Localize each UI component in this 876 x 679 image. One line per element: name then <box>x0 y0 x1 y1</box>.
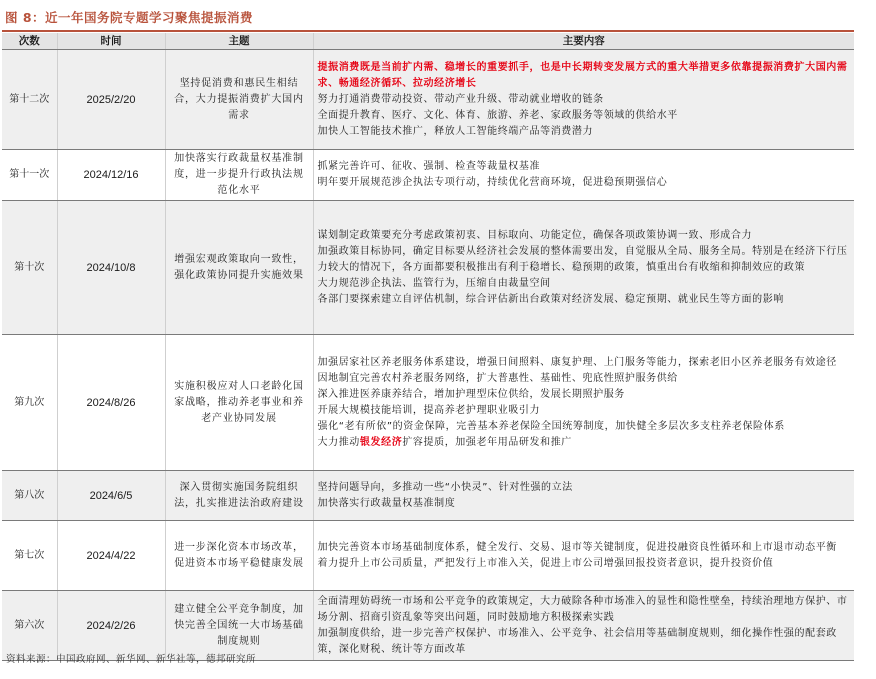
content-line: 各部门要探索建立自评估机制，综合评估新出台政策对经济发展、稳定预期、就业民生等方面的影响 <box>317 293 784 305</box>
table-row <box>2 150 854 201</box>
content-line: 着力提升上市公司质量，严把发行上市准入关，促进上市公司增强回报投资者意识，提升投资价值 <box>317 557 774 569</box>
content-cell <box>313 335 854 471</box>
content-line <box>318 435 851 451</box>
content-line: 全面清理妨碍统一市场和公平竞争的政策规定，大力破除各种市场准入的显性和隐性壁垒，持续治理地方保护、市场分割、招商引资乱象等突出问题，同时鼓励地方积极探索实践 <box>317 595 848 623</box>
table-header-row <box>2 33 854 50</box>
topic-cell: 坚持促消费和惠民生相结合，大力提振消费扩大国内需求 <box>165 50 313 150</box>
topic-cell: 进一步深化资本市场改革，促进资本市场平稳健康发展 <box>165 521 313 591</box>
content-line: 谋划制定政策要充分考虑政策初衷、目标取向、功能定位，确保各项政策协调一致、形成合力 <box>317 229 753 241</box>
content-cell <box>313 471 854 521</box>
round-cell: 第十二次 <box>2 50 57 150</box>
content-line: 全面提升教育、医疗、文化、体育、旅游、养老、家政服务等领域的供给水平 <box>317 109 678 121</box>
round-cell: 第六次 <box>2 591 57 661</box>
date-cell: 2024/8/26 <box>57 335 165 471</box>
round-cell: 第八次 <box>2 471 57 521</box>
round-cell: 第九次 <box>2 335 57 471</box>
table-row <box>2 335 854 471</box>
date-cell: 2024/6/5 <box>57 471 165 521</box>
content-line: 因地制宜完善农村养老服务网络，扩大普惠性、基础性、兜底性照护服务供给 <box>317 372 678 384</box>
content-cell <box>313 201 854 335</box>
round-cell: 第十次 <box>2 201 57 335</box>
date-cell: 2024/10/8 <box>57 201 165 335</box>
topic-cell: 建立健全公平竞争制度，加快完善全国统一大市场基础制度规则 <box>165 591 313 661</box>
content-line: 加强制度供给，进一步完善产权保护、市场准入、公平竞争、社会信用等基础制度规则，细化操作性强的配套政策，深化财税、统计等方面改革 <box>317 627 837 655</box>
content-line: 加强居家社区养老服务体系建设，增强日间照料、康复护理、上门服务等能力，探索老旧小区养老服务有效途径 <box>317 356 837 368</box>
content-line: 强化“老有所依”的资金保障，完善基本养老保险全国统筹制度，加快健全多层次多支柱养老保险体系 <box>317 420 785 432</box>
date-cell: 2024/4/22 <box>57 521 165 591</box>
topic-cell: 增强宏观政策取向一致性，强化政策协同提升实施效果 <box>165 201 313 335</box>
table-row <box>2 591 854 661</box>
table-row <box>2 471 854 521</box>
content-line: 开展大规模技能培训，提高养老护理职业吸引力 <box>317 404 541 416</box>
content-cell <box>313 50 854 150</box>
highlight-inline: 银发经济 <box>359 436 403 448</box>
content-line: 加快完善资本市场基础制度体系，健全发行、交易、退市等关键制度，促进投融资良性循环和上市退市动态平衡 <box>317 541 837 553</box>
content-prefix: 大力推动 <box>317 436 360 448</box>
topic-cell: 深入贯彻实施国务院组织法，扎实推进法治政府建设 <box>165 471 313 521</box>
header-round: 次数 <box>2 33 57 50</box>
header-topic: 主题 <box>165 33 313 50</box>
content-line: 加快落实行政裁量权基准制度 <box>317 497 456 509</box>
content-cell <box>313 150 854 201</box>
content-line: 大力规范涉企执法、监管行为，压缩自由裁量空间 <box>317 277 551 289</box>
table-row <box>2 521 854 591</box>
content-line: 加强政策目标协同，确定目标要从经济社会发展的整体需要出发，自觉服从全局、服务全局。特别是在经济下行压力较大的情况下，各方面都要积极推出有利于稳增长、稳预期的政策，慎重出台有收缩和抑制效应的政策 <box>317 245 848 273</box>
header-date: 时间 <box>57 33 165 50</box>
table-row <box>2 201 854 335</box>
round-cell: 第十一次 <box>2 150 57 201</box>
topic-cell: 加快落实行政裁量权基准制度，进一步提升行政执法规范化水平 <box>165 150 313 201</box>
round-cell: 第七次 <box>2 521 57 591</box>
content-line: 努力打通消费带动投资、带动产业升级、带动就业增收的链条 <box>317 93 604 105</box>
source-note: 资料来源：中国政府网、新华网、新华社等，德邦研究所 <box>6 654 257 665</box>
content-line: 坚持问题导向，多推动一些“小快灵”、针对性强的立法 <box>317 481 573 493</box>
date-cell: 2024/12/16 <box>57 150 165 201</box>
table-row <box>2 50 854 150</box>
title-bar <box>2 4 854 32</box>
date-cell: 2024/2/26 <box>57 591 165 661</box>
content-line: 加快人工智能技术推广，释放人工智能终端产品等消费潜力 <box>317 125 594 137</box>
header-content: 主要内容 <box>313 33 854 50</box>
date-cell: 2025/2/20 <box>57 50 165 150</box>
policy-table <box>2 33 854 661</box>
content-suffix: 扩容提质，加强老年用品研发和推广 <box>402 436 572 448</box>
topic-cell: 实施积极应对人口老龄化国家战略，推动养老事业和养老产业协同发展 <box>165 335 313 471</box>
content-line: 深入推进医养康养结合，增加护理型床位供给，发展长期照护服务 <box>317 388 625 400</box>
content-line: 抓紧完善许可、征收、强制、检查等裁量权基准 <box>317 161 541 172</box>
content-line: 明年要开展规范涉企执法专项行动，持续优化营商环境，促进稳预期强信心 <box>317 177 668 188</box>
figure-title: 图 8：近一年国务院专题学习聚焦提振消费 <box>5 10 254 25</box>
content-cell <box>313 521 854 591</box>
highlight-text: 提振消费既是当前扩内需、稳增长的重要抓手，也是中长期转变发展方式的重大举措更多依靠提振消费扩大国内需求、畅通经济循环、拉动经济增长 <box>317 61 848 89</box>
content-cell <box>313 591 854 661</box>
